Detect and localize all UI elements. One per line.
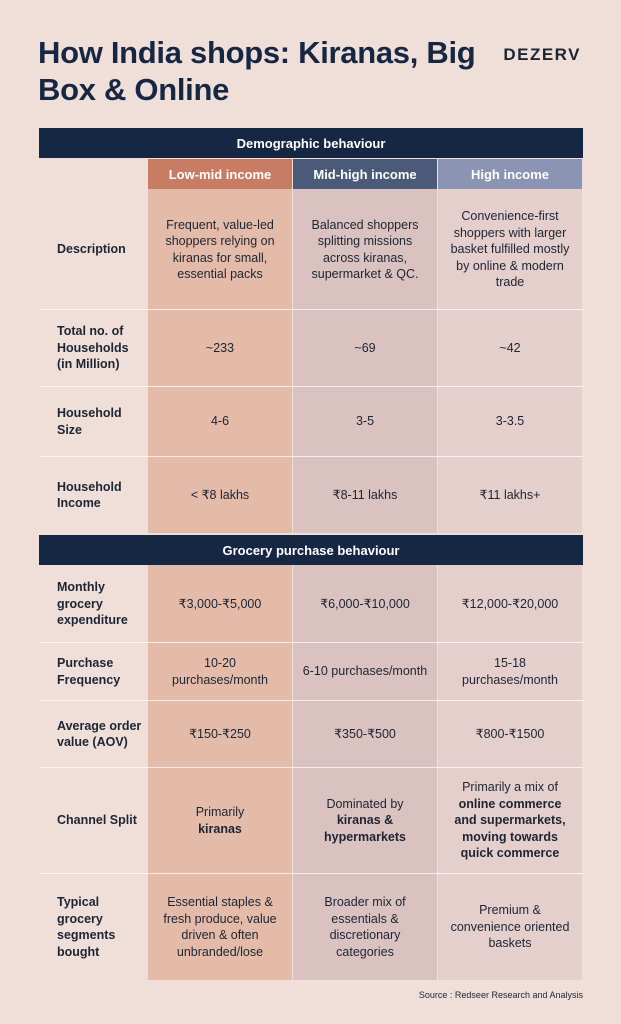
- cell-frequency-high: 15-18 purchases/month: [462, 656, 558, 687]
- cell-expenditure-mid-high: ₹6,000-₹10,000: [320, 596, 410, 611]
- row-label-household-size: Household Size: [57, 406, 122, 437]
- channel-text: Primarily: [195, 805, 245, 819]
- cell-description-low-mid: Frequent, value-led shoppers relying on kiranas for small, essential packs: [165, 217, 275, 281]
- column-header-low-mid: Low-mid income: [148, 159, 292, 189]
- cell-segments-mid-high: Broader mix of essentials & discretionary categories: [324, 895, 406, 959]
- row-label-households: Total no. of Households (in Million): [57, 324, 129, 372]
- cell-segments-low-mid: Essential staples & fresh produce, value driven & often unbranded/lose: [163, 895, 277, 959]
- cell-channel-mid-high: [293, 768, 437, 873]
- cell-income-mid-high: ₹8-11 lakhs: [332, 487, 398, 502]
- cell-channel-low-mid: [148, 768, 292, 873]
- cell-size-mid-high: 3-5: [355, 414, 375, 429]
- cell-description-mid-high: Balanced shoppers splitting missions across kiranas, supermarket & QC.: [311, 217, 419, 281]
- cell-size-high: 3-3.5: [495, 414, 525, 429]
- row-label-description: Description: [57, 242, 126, 257]
- channel-emphasis: kiranas & hypermarkets: [324, 813, 406, 844]
- cell-frequency-low-mid: 10-20 purchases/month: [172, 656, 268, 687]
- section-demographic: Demographic behaviour: [39, 128, 583, 158]
- row-label-household-income: Household Income: [57, 479, 122, 510]
- cell-income-low-mid: < ₹8 lakhs: [190, 487, 250, 502]
- cell-households-low-mid: ~233: [205, 340, 235, 355]
- channel-emphasis: kiranas: [198, 821, 242, 836]
- channel-text: Primarily a mix of: [462, 780, 558, 795]
- column-header-high: High income: [438, 159, 582, 189]
- cell-aov-low-mid: ₹150-₹250: [189, 726, 251, 741]
- source-note: Source : Redseer Research and Analysis: [418, 990, 583, 1000]
- cell-size-low-mid: 4-6: [210, 414, 230, 429]
- row-label-segments: Typical grocery segments bought: [57, 895, 116, 959]
- cell-description-high: Convenience-first shoppers with larger basket fulfilled mostly by online & modern trade: [450, 209, 570, 290]
- column-header-mid-high: Mid-high income: [293, 159, 437, 189]
- cell-income-high: ₹11 lakhs+: [479, 487, 541, 502]
- cell-aov-high: ₹800-₹1500: [475, 726, 545, 741]
- channel-text: Dominated by: [326, 796, 404, 811]
- cell-expenditure-low-mid: ₹3,000-₹5,000: [178, 596, 262, 611]
- cell-segments-high: Premium & convenience oriented baskets: [450, 903, 570, 951]
- cell-aov-mid-high: ₹350-₹500: [334, 726, 396, 741]
- section-grocery: Grocery purchase behaviour: [39, 535, 583, 565]
- cell-expenditure-high: ₹12,000-₹20,000: [461, 596, 559, 611]
- row-label-purchase-frequency: Purchase Frequency: [57, 656, 121, 687]
- cell-channel-high: [438, 768, 582, 873]
- cell-frequency-mid-high: 6-10 purchases/month: [302, 664, 428, 679]
- cell-households-mid-high: ~69: [354, 340, 376, 355]
- row-label-aov: Average order value (AOV): [57, 718, 142, 749]
- cell-households-high: ~42: [499, 340, 521, 355]
- channel-emphasis: online commerce and supermarkets, moving towards quick commerce: [454, 796, 566, 861]
- page-title: How India shops: Kiranas, Big Box & Online: [38, 35, 476, 107]
- brand-logo: DEZERV: [503, 45, 581, 64]
- row-label-channel-split: Channel Split: [57, 813, 137, 828]
- row-label-monthly-expenditure: Monthly grocery expenditure: [57, 580, 128, 628]
